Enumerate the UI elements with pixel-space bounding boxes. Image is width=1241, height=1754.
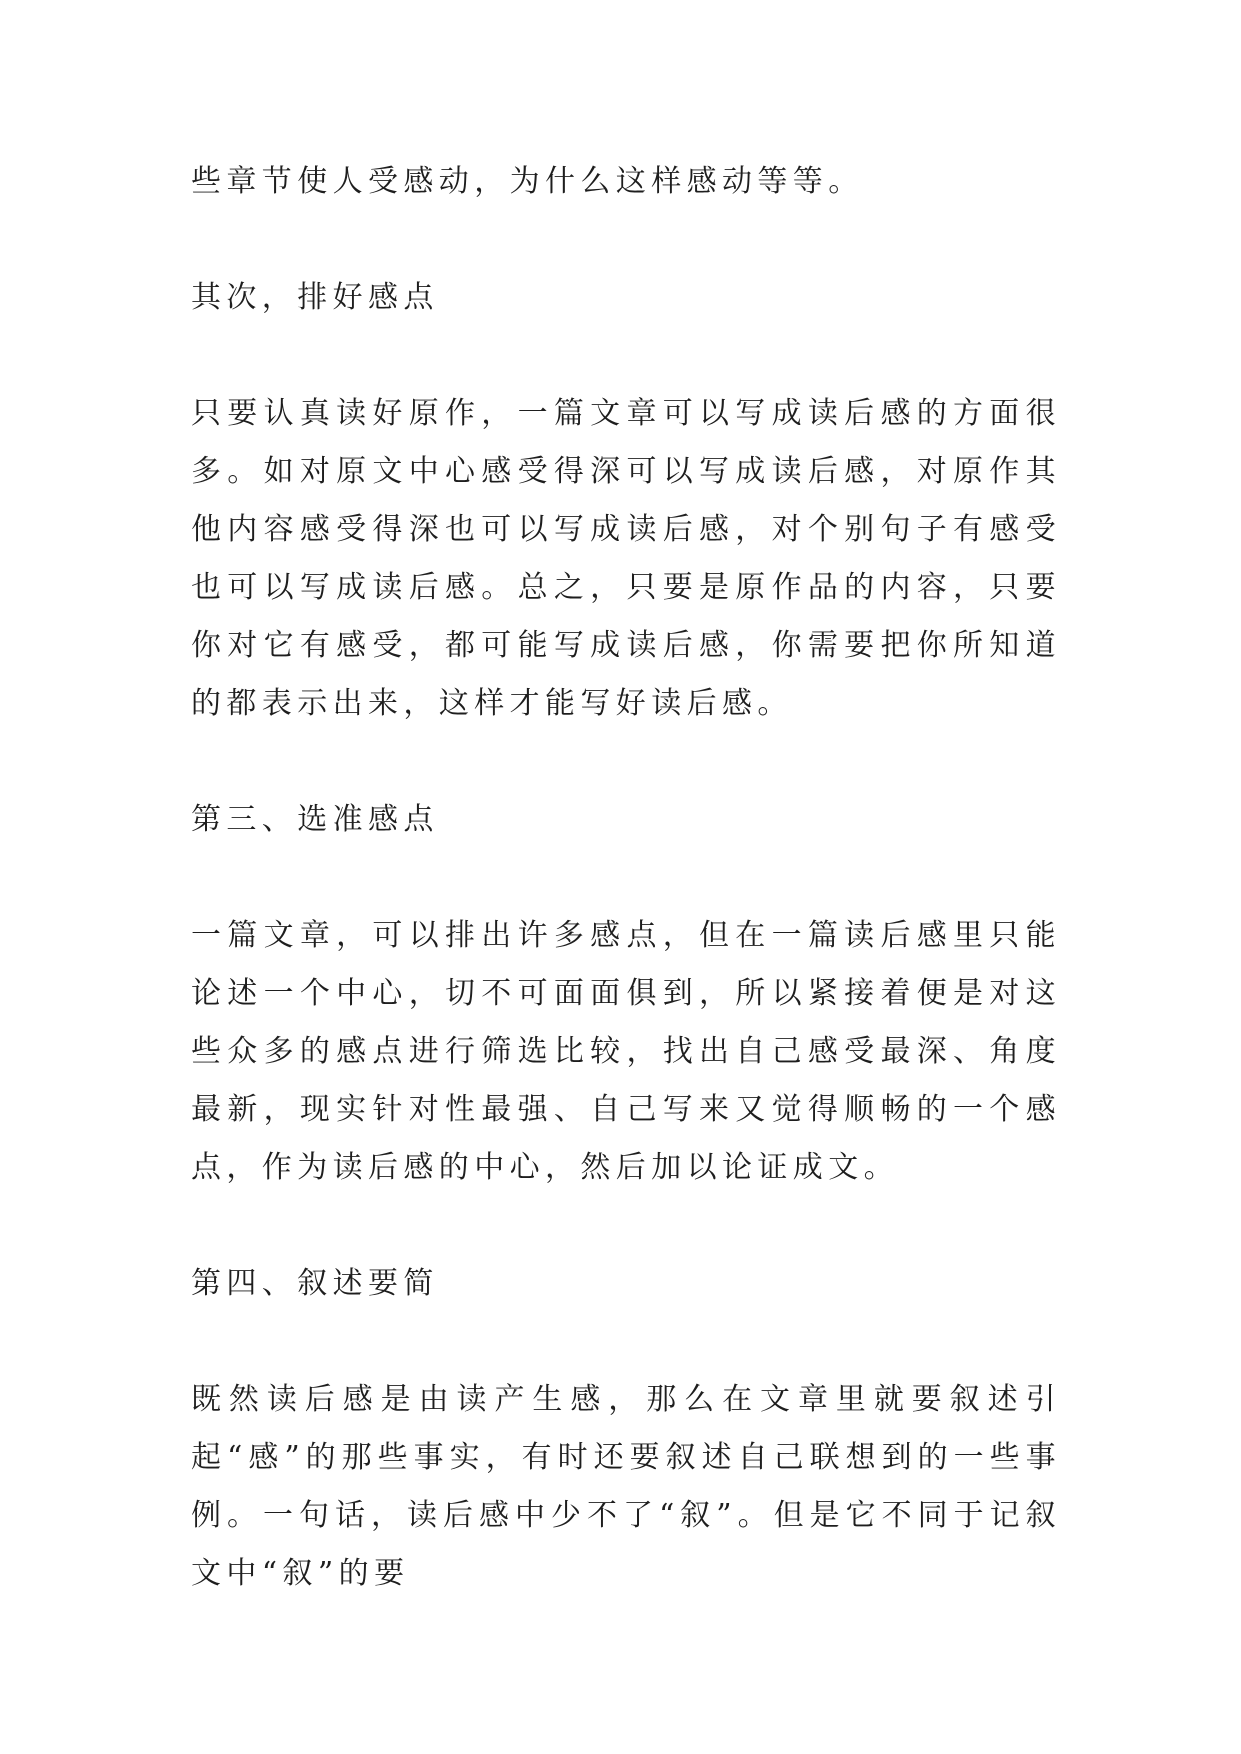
paragraph-continuation: 些章节使人受感动，为什么这样感动等等。 xyxy=(191,164,864,199)
document-body xyxy=(191,153,1061,1603)
section-heading-fourth: 第四、叙述要简 xyxy=(191,1266,439,1301)
paragraph-select-point: 一篇文章，可以排出许多感点，但在一篇读后感里只能论述一个中心，切不可面面俱到，所以紧接着便是对这些众多的感点进行筛选比较，找出自己感受最深、角度最新，现实针对性最强、自己写来又觉得顺畅的一个感点，作为读后感的中心，然后加以论证成文。 xyxy=(191,918,1061,1185)
section-heading-second: 其次，排好感点 xyxy=(191,280,439,315)
paragraph-arrange-points: 只要认真读好原作，一篇文章可以写成读后感的方面很多。如对原文中心感受得深可以写成读后感，对原作其他内容感受得深也可以写成读后感，对个别句子有感受也可以写成读后感。总之，只要是原作品的内容，只要你对它有感受，都可能写成读后感，你需要把你所知道的都表示出来，这样才能写好读后感。 xyxy=(191,396,1061,721)
paragraph-narration: 既然读后感是由读产生感，那么在文章里就要叙述引起“感”的那些事实，有时还要叙述自己联想到的一些事例。一句话，读后感中少不了“叙”。但是它不同于记叙文中“叙”的要 xyxy=(191,1382,1061,1591)
section-heading-third: 第三、选准感点 xyxy=(191,802,439,837)
